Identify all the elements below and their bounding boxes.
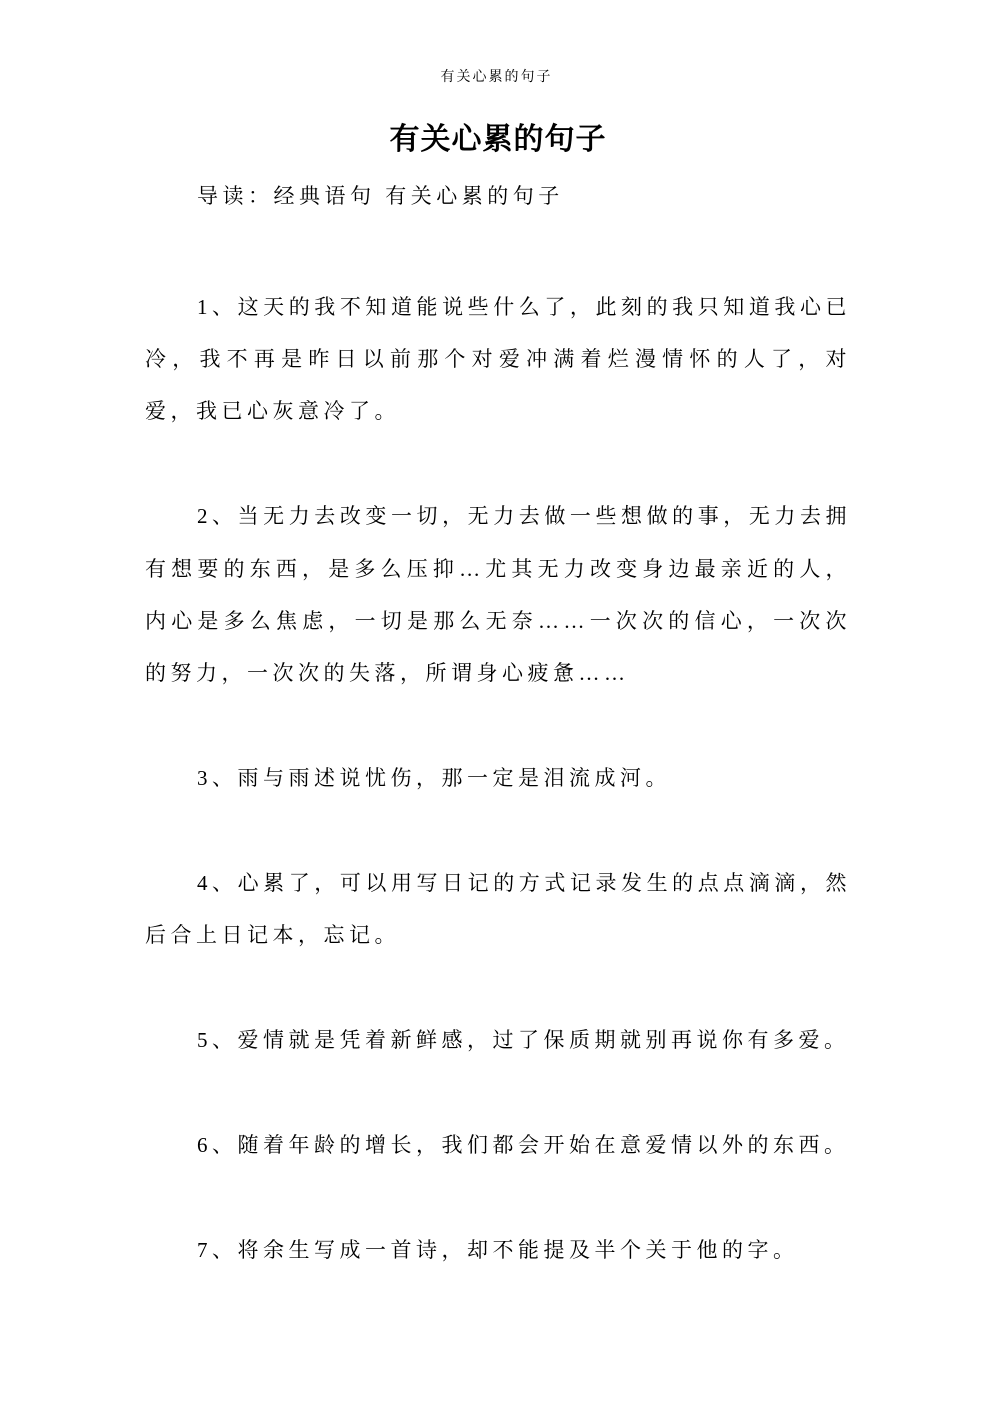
document-content: [145, 118, 851, 1276]
body-paragraph-6: 6、随着年龄的增长，我们都会开始在意爱情以外的东西。: [197, 1132, 850, 1157]
body-paragraph-1: 1、这天的我不知道能说些什么了，此刻的我只知道我心已冷，我不再是昨日以前那个对爱冲满着烂漫情怀的人了，对爱，我已心灰意冷了。: [145, 294, 851, 424]
running-header-text: 有关心累的句子: [440, 70, 553, 85]
body-paragraph-7: 7、将余生写成一首诗，却不能提及半个关于他的字。: [197, 1237, 799, 1262]
page-title: 有关心累的句子: [389, 123, 607, 156]
body-paragraph-3: 3、雨与雨述说忧伤，那一定是泪流成河。: [197, 766, 671, 791]
body-paragraph-4: 4、心累了，可以用写日记的方式记录发生的点点滴滴，然后合上日记本，忘记。: [145, 870, 851, 948]
lead-paragraph: 导读：经典语句 有关心累的句子: [197, 184, 564, 208]
body-paragraph-5: 5、爱情就是凭着新鲜感，过了保质期就别再说你有多爱。: [197, 1028, 850, 1053]
body-paragraph-2: 2、当无力去改变一切，无力去做一些想做的事，无力去拥有想要的东西，是多么压抑…尤其无力改变身边最亲近的人，内心是多么焦虑，一切是那么无奈……一次次的信心，一次次的努力，一次次的失落，所谓身心疲惫……: [145, 504, 851, 686]
